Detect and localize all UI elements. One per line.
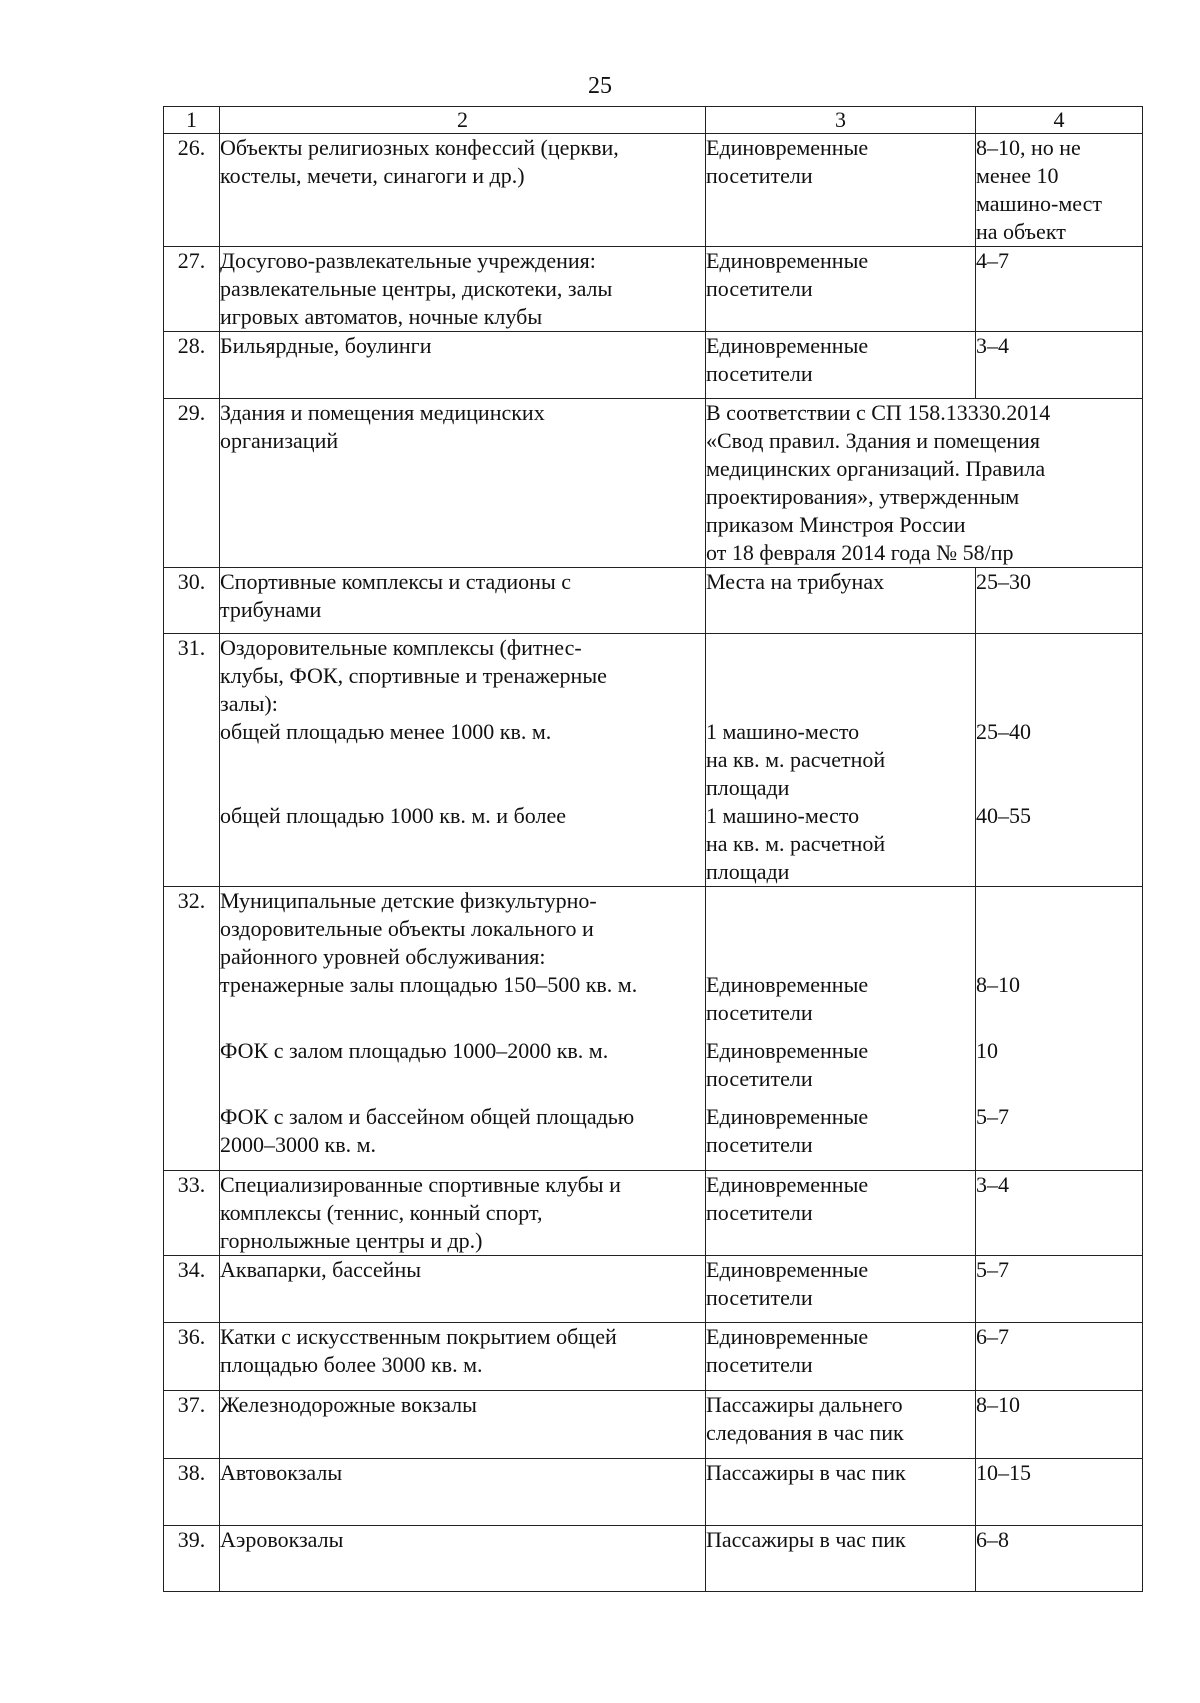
unit-cell [706,1323,976,1391]
cell-line: 5–7 [976,1257,1009,1282]
cell-line: Пассажиры в час пик [706,1527,906,1552]
cell-line: Пассажиры в час пик [706,1460,906,1485]
cell-line: 4–7 [976,248,1009,273]
cell-line: посетители [706,361,813,386]
object-type-cell [220,1526,706,1592]
cell-line: менее 10 [976,163,1059,188]
cell-line: 1 машино-место [706,803,860,828]
row-number: 33. [164,1171,220,1256]
cell-line: 10–15 [976,1460,1031,1485]
unit-cell [706,134,976,247]
norm-cell [976,1256,1143,1323]
unit-cell [706,1171,976,1256]
unit-cell [706,1459,976,1526]
cell-line: 25–40 [976,719,1031,744]
row-number: 26. [164,134,220,247]
cell-line: Единовременные [706,1257,869,1282]
table-row [164,887,1143,1171]
cell-line: костелы, мечети, синагоги и др.) [220,163,525,188]
cell-line: 6–7 [976,1324,1009,1349]
cell-line: следования в час пик [706,1420,904,1445]
cell-line: на кв. м. расчетной [706,831,886,856]
row-number: 31. [164,634,220,887]
table-row [164,1459,1143,1526]
unit-cell [706,1526,976,1592]
table-header-row [164,107,1143,134]
object-type-cell [220,634,706,887]
cell-line: игровых автоматов, ночные клубы [220,304,543,329]
cell-line: «Свод правил. Здания и помещения [706,428,1040,453]
cell-line: машино-мест [976,191,1102,216]
cell-line: 8–10 [976,972,1020,997]
cell-line: Единовременные [706,1172,869,1197]
object-type-cell [220,134,706,247]
cell-line: 6–8 [976,1527,1009,1552]
cell-line: Аквапарки, бассейны [220,1257,421,1282]
unit-cell [706,1391,976,1459]
cell-line: ФОК с залом площадью 1000–2000 кв. м. [220,1038,609,1063]
cell-line: Спортивные комплексы и стадионы с [220,569,572,594]
cell-line: Катки с искусственным покрытием общей [220,1324,617,1349]
row-number: 36. [164,1323,220,1391]
cell-line: Автовокзалы [220,1460,343,1485]
cell-line: Оздоровительные комплексы (фитнес- [220,635,582,660]
cell-line: площади [706,859,790,884]
cell-line: на объект [976,219,1066,244]
cell-line: 10 [976,1038,998,1063]
cell-line: площадью более 3000 кв. м. [220,1352,483,1377]
object-type-cell [220,247,706,332]
cell-line: 8–10 [976,1392,1020,1417]
unit-cell [706,887,976,1171]
norm-cell [976,887,1143,1171]
object-type-cell [220,1323,706,1391]
cell-line: медицинских организаций. Правила [706,456,1046,481]
object-type-cell [220,1256,706,1323]
row-number: 37. [164,1391,220,1459]
cell-line: Досугово-развлекательные учреждения: [220,248,596,273]
cell-line: Единовременные [706,972,869,997]
table-row [164,1171,1143,1256]
object-type-cell [220,887,706,1171]
cell-line: посетители [706,1066,813,1091]
page-number: 25 [588,73,612,99]
cell-line: организаций [220,428,339,453]
norm-cell [976,634,1143,887]
cell-line: трибунами [220,597,322,622]
unit-cell [706,1256,976,1323]
table-row [164,247,1143,332]
cell-line: горнолыжные центры и др.) [220,1228,483,1253]
cell-line: Единовременные [706,333,869,358]
column-header: 4 [976,107,1143,134]
cell-line: тренажерные залы площадью 150–500 кв. м. [220,972,638,997]
cell-line: посетители [706,276,813,301]
cell-line: Единовременные [706,1104,869,1129]
cell-line: развлекательные центры, дискотеки, залы [220,276,613,301]
cell-line: залы): [220,691,278,716]
cell-line: посетители [706,1200,813,1225]
object-type-cell [220,1391,706,1459]
column-header: 1 [164,107,220,134]
cell-line: Муниципальные детские физкультурно- [220,888,597,913]
cell-line: комплексы (теннис, конный спорт, [220,1200,543,1225]
object-type-cell [220,1171,706,1256]
column-header: 3 [706,107,976,134]
cell-line: Единовременные [706,1324,869,1349]
row-number: 39. [164,1526,220,1592]
table-row [164,1323,1143,1391]
cell-line: Здания и помещения медицинских [220,400,545,425]
cell-line: Объекты религиозных конфессий (церкви, [220,135,619,160]
table-row [164,1526,1143,1592]
norm-cell [976,1391,1143,1459]
cell-line: ФОК с залом и бассейном общей площадью [220,1104,635,1129]
cell-line: от 18 февраля 2014 года № 58/пр [706,540,1014,565]
cell-line: на кв. м. расчетной [706,747,886,772]
cell-line: 5–7 [976,1104,1009,1129]
cell-line: Единовременные [706,248,869,273]
cell-line: Единовременные [706,135,869,160]
row-number: 30. [164,568,220,634]
cell-line: Пассажиры дальнего [706,1392,903,1417]
table-row [164,568,1143,634]
norm-cell [976,332,1143,399]
row-number: 38. [164,1459,220,1526]
table-row [164,399,1143,568]
cell-line: В соответствии с СП 158.13330.2014 [706,400,1051,425]
table-row [164,134,1143,247]
column-header: 2 [220,107,706,134]
cell-line: 25–30 [976,569,1031,594]
cell-line: Единовременные [706,1038,869,1063]
row-number: 28. [164,332,220,399]
unit-cell [706,332,976,399]
norm-cell [976,1323,1143,1391]
norm-cell [976,134,1143,247]
unit-cell [706,247,976,332]
norm-cell [976,247,1143,332]
cell-line: 3–4 [976,1172,1009,1197]
cell-line: посетители [706,1132,813,1157]
row-number: 32. [164,887,220,1171]
cell-line: посетители [706,1352,813,1377]
cell-line: Места на трибунах [706,569,885,594]
cell-line: районного уровней обслуживания: [220,944,546,969]
object-type-cell [220,568,706,634]
cell-line: 8–10, но не [976,135,1081,160]
table-row [164,332,1143,399]
cell-line: 40–55 [976,803,1031,828]
row-number: 27. [164,247,220,332]
cell-line: Аэровокзалы [220,1527,344,1552]
norm-cell [976,1459,1143,1526]
table-row [164,1256,1143,1323]
cell-line: площади [706,775,790,800]
unit-cell [706,634,976,887]
cell-line: Специализированные спортивные клубы и [220,1172,621,1197]
row-number: 29. [164,399,220,568]
table-row [164,1391,1143,1459]
cell-line: посетители [706,1000,813,1025]
cell-line: клубы, ФОК, спортивные и тренажерные [220,663,607,688]
cell-line: 3–4 [976,333,1009,358]
cell-line: Бильярдные, боулинги [220,333,432,358]
row-number: 34. [164,1256,220,1323]
norm-cell [976,568,1143,634]
table-row [164,634,1143,887]
cell-line: проектирования», утвержденным [706,484,1020,509]
cell-line: оздоровительные объекты локального и [220,916,594,941]
object-type-cell [220,332,706,399]
cell-line: общей площадью менее 1000 кв. м. [220,719,552,744]
unit-cell [706,568,976,634]
norm-cell [976,1171,1143,1256]
object-type-cell [220,1459,706,1526]
object-type-cell [220,399,706,568]
cell-line: приказом Минстроя России [706,512,966,537]
cell-line: посетители [706,1285,813,1310]
cell-line: Железнодорожные вокзалы [220,1392,477,1417]
regulation-reference-cell [706,399,1143,568]
cell-line: 1 машино-место [706,719,860,744]
cell-line: общей площадью 1000 кв. м. и более [220,803,566,828]
cell-line: 2000–3000 кв. м. [220,1132,376,1157]
parking-norms-table [163,106,1143,1592]
cell-line: посетители [706,163,813,188]
norm-cell [976,1526,1143,1592]
